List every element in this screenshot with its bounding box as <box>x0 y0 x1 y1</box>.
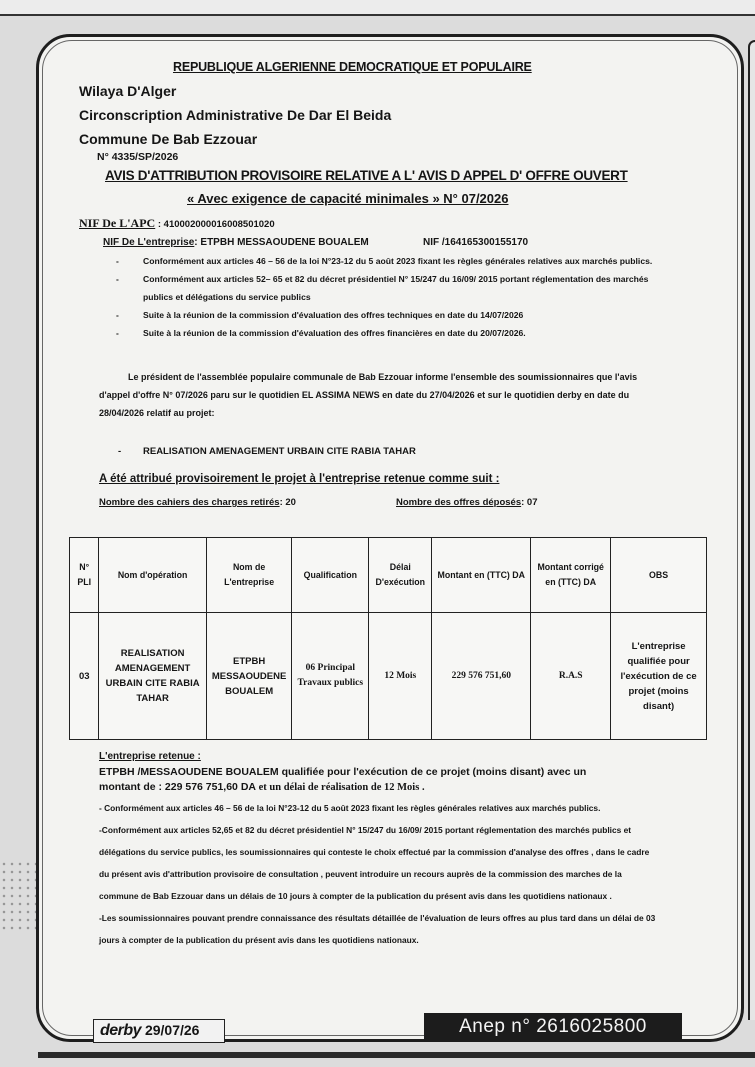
cell-qualification: 06 Principal Travaux publics <box>292 613 369 740</box>
column-header: Nom de L'entreprise <box>206 538 292 613</box>
offres-count <box>396 497 538 508</box>
column-header: Qualification <box>292 538 369 613</box>
retained-delay: et un délai de réalisation de 12 Mois . <box>255 782 425 793</box>
retained-company-text <box>99 765 659 795</box>
cell-montant: 229 576 751,60 <box>432 613 531 740</box>
column-header: Nom d'opération <box>99 538 206 613</box>
cell-obs: L'entreprise qualifiée pour l'exécution de ce projet (moins disant) <box>611 613 707 740</box>
attribution-table <box>69 537 707 740</box>
retained-amount: montant de : 229 576 751,60 DA <box>99 781 256 793</box>
offres-label: Nombre des offres déposés <box>396 497 522 508</box>
republic-heading: REPUBLIQUE ALGERIENNE DEMOCRATIQUE ET POPULAIRE <box>173 60 532 74</box>
cahiers-label: Nombre des cahiers des charges retirés <box>99 497 280 508</box>
cahiers-count <box>99 497 296 508</box>
nif-entreprise-label: NIF De L'entreprise <box>103 237 195 248</box>
column-header: Montant en (TTC) DA <box>432 538 531 613</box>
reference-number: N° 4335/SP/2026 <box>97 151 179 163</box>
publication-date: 29/07/26 <box>144 1022 200 1038</box>
anep-number: Anep n° 2616025800 <box>424 1013 682 1040</box>
cell-delai: 12 Mois <box>369 613 432 740</box>
intro-paragraph: Le président de l'assemblée populaire communale de Bab Ezzouar informe l'ensemble des soumissionnaires que l'avis d'appel d'offre N° 07/2026 paru sur le quotidien EL ASSIMA NEWS en date du 27/04/2026 et sur le quotidien derby en date du 28/04/2026 relatif au projet: <box>99 372 638 418</box>
notice-subtitle: « Avec exigence de capacité minimales » N° 07/2026 <box>187 191 509 206</box>
derby-logo <box>93 1019 225 1043</box>
nif-entreprise-line <box>103 237 529 248</box>
legal-references-list <box>116 252 656 342</box>
notice-title: AVIS D'ATTRIBUTION PROVISOIRE RELATIVE A L' AVIS D APPEL D' OFFRE OUVERT <box>105 168 628 183</box>
cell-operation: REALISATION AMENAGEMENT URBAIN CITE RABIA TAHAR <box>99 613 206 740</box>
table-row <box>70 613 707 740</box>
nif-entreprise-value: : ETPBH MESSAOUDENE BOUALEM <box>194 237 369 248</box>
final-paragraph: -Conformément aux articles 52,65 et 82 du décret présidentiel N° 15/247 du 16/09/ 2015 portant réglementation des marchés publics et délégations du service publics, les soumissionnaires qui conteste le choix effectué par la commission d'analyse des offres , dans le cadre du présent avis d'attribution provisoire de consultation , peuvent introduire un recours auprès de la commission des marches de la commune de Bab Ezzouar dans un délais de 10 jours à compter de la publication du présent avis dans les quotidiens nationaux . <box>99 825 650 901</box>
table-header-row <box>70 538 707 613</box>
column-header: Délai D'exécution <box>369 538 432 613</box>
commune-line: Commune De Bab Ezzouar <box>79 131 258 147</box>
nif-apc-value: : 410002000016008501020 <box>155 219 275 230</box>
nif-apc-line <box>79 216 275 231</box>
derby-brand: derby <box>100 1022 142 1039</box>
cell-montant-corrige: R.A.S <box>531 613 611 740</box>
nif-entreprise-number: NIF /164165300155170 <box>423 237 529 248</box>
offres-value: : 07 <box>521 497 538 508</box>
cell-entreprise: ETPBH MESSAOUDENE BOUALEM <box>206 613 292 740</box>
attribution-heading: A été attribué provisoirement le projet à l'entreprise retenue comme suit : <box>99 473 500 485</box>
circonscription-line: Circonscription Administrative De Dar El Beida <box>79 107 392 123</box>
final-paragraph: -Les soumissionnaires pouvant prendre connaissance des résultats détaillée de l'évaluation de leurs offres au plus tard dans un délai de 03 jours à compter de la publication du présent avis dans les quotidiens nationaux. <box>99 913 656 945</box>
wilaya-line: Wilaya D'Alger <box>79 83 177 99</box>
column-header: OBS <box>611 538 707 613</box>
column-header: N° PLI <box>70 538 99 613</box>
final-paragraph: - Conformément aux articles 46 – 56 de la loi N°23-12 du 5 août 2023 fixant les règles générales relatives aux marchés publics. <box>99 803 601 813</box>
cell-pli: 03 <box>70 613 99 740</box>
project-dash: - <box>118 446 122 457</box>
retained-company-heading: L'entreprise retenue : <box>99 751 201 762</box>
retained-line-1: ETPBH /MESSAOUDENE BOUALEM qualifiée pour l'exécution de ce projet (moins disant) avec un <box>99 766 587 778</box>
project-name: REALISATION AMENAGEMENT URBAIN CITE RABIA TAHAR <box>143 446 416 457</box>
list-item: - Conformément aux articles 46 – 56 de la loi N°23-12 du 5 août 2023 fixant les règles générales relatives aux marchés publics. <box>116 252 656 270</box>
list-item: - Conformément aux articles 52– 65 et 82 du décret présidentiel N° 15/247 du 16/09/ 2015 portant réglementation des marchés publics et délégations du service publics <box>116 270 656 306</box>
final-paragraphs <box>99 797 659 951</box>
cahiers-value: : 20 <box>279 497 296 508</box>
nif-apc-label: NIF De L'APC <box>79 216 156 230</box>
column-header: Montant corrigé en (TTC) DA <box>531 538 611 613</box>
list-item: - Suite à la réunion de la commission d'évaluation des offres financières en date du 20/07/2026. <box>116 324 656 342</box>
list-item: - Suite à la réunion de la commission d'évaluation des offres techniques en date du 14/07/2026 <box>116 306 656 324</box>
